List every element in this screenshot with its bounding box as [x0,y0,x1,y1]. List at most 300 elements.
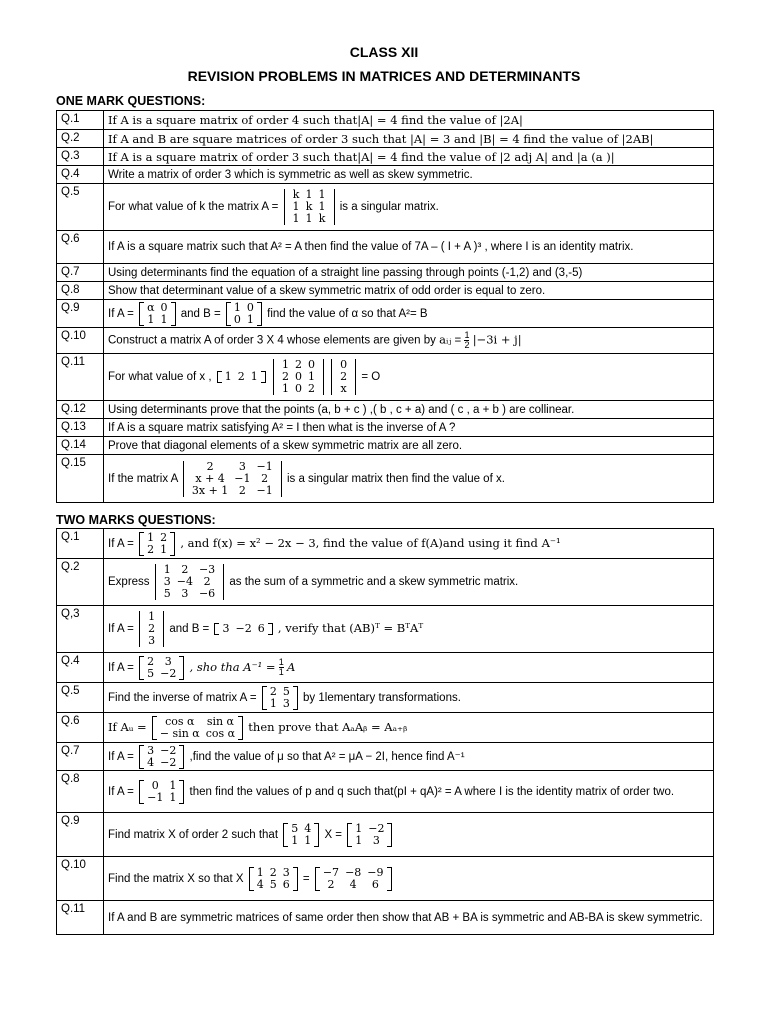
matrix-grid [189,461,276,497]
question-prefix: Find matrix X of order 2 such that [108,828,279,841]
matrix [139,780,184,804]
matrix-row [144,302,170,314]
matrix-row [254,867,293,879]
matrix-cell: 1 [269,697,277,710]
class-label: CLASS XII [349,44,419,60]
matrix-grid [144,780,179,804]
question-row [57,713,714,743]
matrix-cell: k [318,213,326,225]
fraction [464,331,469,350]
question-prefix: If A = [108,307,134,320]
column-matrix [139,611,164,647]
matrix-cell: 2 [281,371,289,383]
two-mark-heading: TWO MARKS QUESTIONS: [56,513,216,527]
matrix-row [144,745,179,757]
matrix-cell: 2 [147,543,155,556]
matrix-cell: −2 [160,744,177,757]
matrix-row [290,201,329,213]
question-text [104,813,714,857]
matrix-a [249,867,298,891]
question-prefix: Find the matrix X so that X [108,872,244,885]
question-number: Q.15 [57,455,104,503]
matrix-row [161,588,218,600]
question-suffix: = O [361,371,381,384]
matrix-cell: 4 [304,822,312,835]
one-mark-table [56,110,714,503]
matrix-cell: 0 [160,301,168,314]
matrix-cell: 1 [250,371,258,383]
matrix [139,745,184,769]
matrix-cell: 0 [307,359,315,371]
matrix-grid [222,371,261,383]
question-number: Q.10 [57,857,104,901]
matrix-cell: 1 [169,779,177,792]
matrix-cell: 2 [181,564,189,576]
question-middle: and B = [169,623,210,636]
matrix-grid [144,656,179,680]
row-matrix [214,623,272,635]
question-suffix: is a singular matrix then find the value of x. [286,472,505,485]
question-number: Q.14 [57,437,104,455]
question-row [57,606,714,653]
question-prefix: If A = [108,623,134,636]
page-title: REVISION PROBLEMS IN MATRICES AND DETERMINANTS [187,68,581,84]
matrix-cell: 3x + 1 [191,484,229,497]
question-row [57,857,714,901]
matrix-cell: 1 [304,834,312,847]
question-suffix: then prove that AₐAᵦ = Aₐ₊ᵦ [248,719,408,734]
question-number: Q.5 [57,683,104,713]
matrix-cell: −2 [235,623,252,635]
matrix-row [231,302,257,314]
matrix-cell: 1 [169,791,177,804]
matrix-cell: − sin α [159,727,200,740]
determinant [183,461,282,497]
question-number: Q.6 [57,713,104,743]
matrix-cell: 1 [256,866,264,879]
question-number: Q.8 [57,771,104,813]
matrix-grid [161,564,218,600]
matrix-cell: 1 [305,213,313,225]
two-mark-table [56,528,714,935]
matrix-cell: 2 [203,576,211,588]
matrix-cell: 5 [269,878,277,891]
matrix-row [279,371,318,383]
question-number: Q.2 [57,559,104,606]
question-text [104,683,714,713]
question-number: Q.6 [57,231,104,264]
matrix-row [144,792,179,804]
question-text [104,771,714,813]
question-suffix: ,find the value of μ so that A² = μA − 2I, hence find A⁻¹ [189,750,465,763]
matrix-cell: 6 [371,878,379,891]
matrix-cell: 3 [163,576,171,588]
matrix-row [161,564,218,576]
matrix-cell: 2 [261,472,269,485]
matrix-cell: 4 [147,756,155,769]
question-row [57,354,714,401]
matrix-b [347,823,392,847]
matrix-cell: 1 [292,201,300,213]
question-suffix: , verify that (AB)ᵀ = BᵀAᵀ [277,621,424,636]
question-number: Q.7 [57,264,104,282]
matrix-cell: 0 [294,371,302,383]
question-prefix: If Aᵤ = [108,719,147,734]
matrix-cell: −9 [367,866,384,879]
matrix-cell: −1 [256,484,273,497]
matrix-cell: −1 [256,460,273,473]
matrix-cell: 2 [269,866,277,879]
matrix-cell: 1 [281,359,289,371]
matrix-row [219,623,267,635]
question-text: If A and B are square matrices of order 3 such that |A| = 3 and |B| = 4 find the value of |2AB| [104,130,714,148]
matrix-cell: 1 [292,213,300,225]
question-number: Q,3 [57,606,104,653]
matrix [262,686,298,710]
matrix-cell: −4 [176,576,193,588]
matrix-cell: 1 [147,313,155,326]
matrix-grid [145,611,158,647]
question-text: If A is a square matrix of order 4 such that|A| = 4 find the value of |2A| [104,111,714,130]
question-number: Q.5 [57,184,104,231]
matrix-row [144,780,179,792]
question-prefix: For what value of x , [108,371,212,384]
matrix-cell: 2 [237,371,245,383]
matrix-cell: 2 [340,371,348,383]
matrix-row [144,532,170,544]
matrix-cell: 2 [269,685,277,698]
matrix-grid [267,686,293,710]
question-suffix: as the sum of a symmetric and a skew symmetric matrix. [229,576,519,589]
question-number: Q.7 [57,743,104,771]
question-row [57,264,714,282]
question-number: Q.9 [57,300,104,328]
matrix-cell: 3 [148,635,156,647]
matrix-cell: 2 [206,460,214,473]
fraction-numerator: 1 [278,657,284,667]
matrix-grid [352,823,387,847]
question-suffix: by 1lementary transformations. [303,691,461,704]
matrix-row [144,656,179,668]
matrix-cell: 2 [160,531,168,544]
question-text [104,857,714,901]
matrix-cell: 1 [160,313,168,326]
question-number: Q.8 [57,282,104,300]
question-row [57,813,714,857]
question-middle: , sho tha A⁻¹ = [189,659,276,674]
row-matrix [217,371,266,383]
matrix-grid [254,867,293,891]
matrix-cell: 1 [148,611,156,623]
matrix-row [222,371,261,383]
question-row [57,282,714,300]
question-row [57,529,714,559]
matrix-cell: 3 [164,655,172,668]
question-number: Q.1 [57,529,104,559]
question-middle: and B = [180,307,221,320]
matrix-row [288,835,314,847]
matrix-cell: 1 [305,189,313,201]
question-text [104,328,714,354]
matrix [139,656,184,680]
matrix-cell: 2 [327,878,335,891]
question-text: Show that determinant value of a skew symmetric matrix of odd order is equal to zero. [104,282,714,300]
question-number: Q.11 [57,354,104,401]
question-row [57,166,714,184]
matrix-a [139,302,175,326]
question-prefix: Express [108,576,150,589]
question-number: Q.4 [57,166,104,184]
question-number: Q.1 [57,111,104,130]
question-suffix: |−3i + j| [472,332,522,347]
matrix-cell: 1 [281,383,289,395]
question-row [57,231,714,264]
matrix-row [267,698,293,710]
question-number: Q.12 [57,401,104,419]
question-text: Prove that diagonal elements of a skew symmetric matrix are all zero. [104,437,714,455]
matrix-row [144,757,179,769]
matrix-row [320,867,387,879]
matrix-cell: 5 [291,822,299,835]
question-number: Q.2 [57,130,104,148]
matrix-row [145,623,158,635]
question-prefix: For what value of k the matrix A = [108,201,279,214]
matrix-cell: 3 [181,588,189,600]
matrix-row [352,835,387,847]
question-number: Q.13 [57,419,104,437]
matrix-cell: 1 [160,543,168,556]
matrix-cell: 3 [238,460,246,473]
matrix-cell: 1 [318,189,326,201]
equals-sign: = [454,334,462,347]
question-suffix: find the value of α so that A²= B [267,307,428,320]
question-text [104,300,714,328]
matrix-grid [219,623,267,635]
matrix-cell: 3 [222,623,230,635]
matrix-cell: 1 [147,531,155,544]
question-row [57,111,714,130]
matrix-cell: 3 [147,744,155,757]
matrix-row [279,383,318,395]
matrix-cell: 6 [282,878,290,891]
matrix-row [290,189,329,201]
matrix-cell: 1 [233,301,241,314]
matrix-row [337,371,350,383]
matrix-row [189,485,276,497]
matrix-cell: 1 [246,313,254,326]
question-number: Q.4 [57,653,104,683]
matrix-cell: 1 [163,564,171,576]
element-symbol: aᵢⱼ [439,332,452,347]
fraction-denominator: 1 [278,667,284,677]
matrix-grid [320,867,387,891]
question-suffix: then find the values of p and q such that(pI + qA)² = A where I is the identity matrix of order two. [189,785,675,798]
question-number: Q.9 [57,813,104,857]
question-prefix: If A = [108,661,134,674]
matrix-cell: x [340,383,347,395]
matrix-b [315,867,392,891]
question-number: Q.10 [57,328,104,354]
matrix-grid [337,359,350,395]
matrix-cell: 1 [307,371,315,383]
matrix-grid [144,532,170,556]
matrix [155,564,224,600]
matrix-grid [231,302,257,326]
question-number: Q.11 [57,901,104,935]
matrix-row [157,716,238,728]
matrix-row [352,823,387,835]
matrix-cell: −8 [345,866,362,879]
matrix-cell: −2 [368,822,385,835]
one-mark-heading: ONE MARK QUESTIONS: [56,94,206,108]
matrix-cell: k [292,189,300,201]
matrix-grid [290,189,329,225]
question-text [104,559,714,606]
matrix [152,716,243,740]
matrix-cell: sin α [206,715,234,728]
matrix-cell: 0 [151,779,159,792]
matrix-cell: α [147,301,155,314]
matrix-row [157,728,238,740]
matrix-cell: 6 [257,623,265,635]
matrix-row [145,635,158,647]
question-row [57,300,714,328]
question-row [57,683,714,713]
matrix-cell: 2 [307,383,315,395]
matrix-grid [279,359,318,395]
question-prefix: Find the inverse of matrix A = [108,691,257,704]
question-prefix: If the matrix A [108,472,178,485]
matrix-cell: 0 [340,359,348,371]
matrix-cell: −1 [234,472,251,485]
question-prefix: If A = [108,785,134,798]
question-middle: = [302,872,310,885]
question-text [104,606,714,653]
matrix-row [145,611,158,623]
question-suffix: is a singular matrix. [339,201,439,214]
question-text: Write a matrix of order 3 which is symmetric as well as skew symmetric. [104,166,714,184]
matrix-cell: 4 [349,878,357,891]
matrix-cell: 1 [355,822,363,835]
matrix [273,359,324,395]
question-prefix: If A = [108,750,134,763]
question-prefix: If A = [108,537,134,550]
matrix-cell: 1 [318,201,326,213]
question-suffix: , and f(x) = x² − 2x − 3, find the value of f(A)and using it find A⁻¹ [180,535,561,550]
matrix-row [337,383,350,395]
matrix-row [231,314,257,326]
question-row [57,437,714,455]
question-text [104,354,714,401]
matrix-cell: −2 [160,756,177,769]
matrix-grid [144,302,170,326]
matrix-cell: 2 [147,655,155,668]
question-text: If A is a square matrix satisfying A² = I then what is the inverse of A ? [104,419,714,437]
matrix [139,532,175,556]
question-row [57,455,714,503]
matrix-cell: cos α [205,727,236,740]
question-row [57,148,714,166]
matrix-cell: 2 [238,484,246,497]
matrix-row [144,668,179,680]
question-text: If A is a square matrix such that A² = A then find the value of 7A – ( I + A )³ , where I is an identity matrix. [104,231,714,264]
matrix-cell: 1 [291,834,299,847]
matrix-cell: cos α [165,715,195,728]
matrix-cell: 3 [372,834,380,847]
matrix-row [337,359,350,371]
matrix-cell: 3 [282,866,290,879]
fraction [279,658,284,677]
matrix-row [254,879,293,891]
matrix-row [144,544,170,556]
question-row [57,771,714,813]
question-text [104,713,714,743]
question-text [104,455,714,503]
question-text: If A and B are symmetric matrices of same order then show that AB + BA is symmetric and AB-BA is skew symmetric. [104,901,714,935]
matrix-cell: 5 [282,685,290,698]
matrix-row [267,686,293,698]
question-text [104,529,714,559]
determinant [284,189,335,225]
matrix-cell: 1 [355,834,363,847]
question-number: Q.3 [57,148,104,166]
matrix-cell: −2 [160,667,177,680]
matrix-cell: 3 [282,697,290,710]
question-row [57,559,714,606]
matrix-grid [144,745,179,769]
question-text: Using determinants prove that the points (a, b + c ) ,( b , c + a) and ( c , a + b ) are collinear. [104,401,714,419]
question-row [57,130,714,148]
matrix-cell: 1 [224,371,232,383]
question-row [57,901,714,935]
fraction-denominator: 2 [464,340,470,350]
question-row [57,328,714,354]
matrix-cell: 5 [147,667,155,680]
question-middle: X = [324,828,343,841]
matrix-cell: −6 [198,588,216,600]
question-text [104,653,714,683]
matrix-row [189,461,276,473]
question-row [57,743,714,771]
matrix-cell: 0 [294,383,302,395]
matrix-cell: x + 4 [195,472,225,485]
matrix-cell: −1 [147,791,164,804]
matrix-row [320,879,387,891]
matrix-cell: 5 [163,588,171,600]
matrix-cell: 4 [256,878,264,891]
matrix-cell: 0 [246,301,254,314]
matrix-cell: 2 [294,359,302,371]
question-row [57,653,714,683]
matrix-cell: −3 [198,564,216,576]
matrix-cell: 0 [233,313,241,326]
matrix-row [144,314,170,326]
matrix-grid [288,823,314,847]
matrix-cell: k [305,201,313,213]
matrix-b [226,302,262,326]
question-text: Using determinants find the equation of a straight line passing through points (-1,2) and (3,-5) [104,264,714,282]
question-row [57,401,714,419]
question-text [104,184,714,231]
matrix-row [288,823,314,835]
matrix-cell: 2 [148,623,156,635]
matrix-a [283,823,319,847]
column-matrix [331,359,356,395]
question-prefix: Construct a matrix A of order 3 X 4 whose elements are given by [108,334,436,347]
matrix-row [189,473,276,485]
question-row [57,419,714,437]
matrix-row [279,359,318,371]
